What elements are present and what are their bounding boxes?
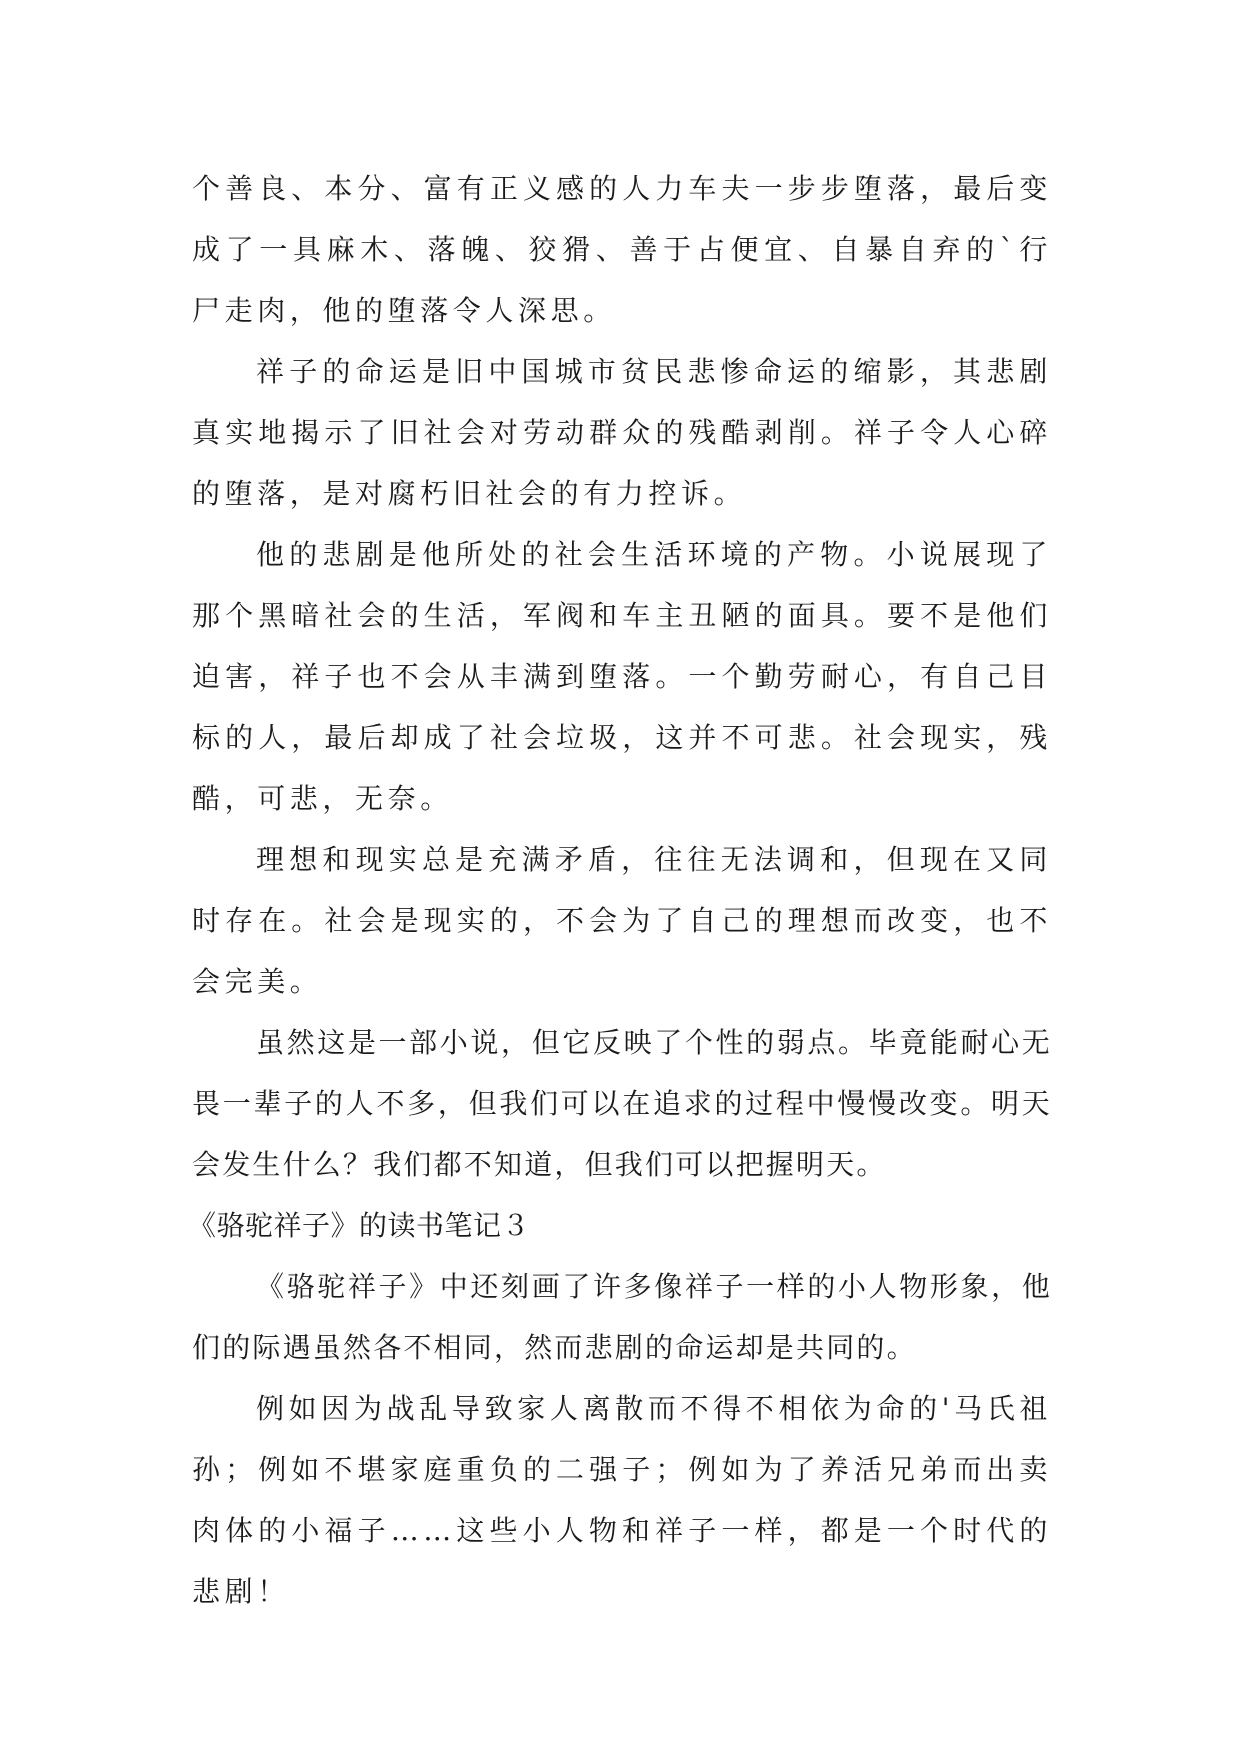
paragraph-ideal-reality: 理想和现实总是充满矛盾，往往无法调和，但现在又同时存在。社会是现实的，不会为了自己的理想而改变，也不会完美。 bbox=[192, 843, 1052, 998]
paragraph-novel-weakness: 虽然这是一部小说，但它反映了个性的弱点。毕竟能耐心无畏一辈子的人不多，但我们可以在追求的过程中慢慢改变。明天会发生什么？我们都不知道，但我们可以把握明天。 bbox=[192, 1026, 1052, 1181]
paragraph-continuation: 个善良、本分、富有正义感的人力车夫一步步堕落，最后变成了一具麻木、落魄、狡猾、善于占便宜、自暴自弃的`行尸走肉，他的堕落令人深思。 bbox=[192, 172, 1052, 327]
section-heading: 《骆驼祥子》的读书笔记３ bbox=[188, 1209, 531, 1242]
document-page bbox=[188, 158, 1052, 1622]
paragraph-social-environment: 他的悲剧是他所处的社会生活环境的产物。小说展现了那个黑暗社会的生活，军阀和车主丑陋的面具。要不是他们迫害，祥子也不会从丰满到堕落。一个勤劳耐心，有自己目标的人，最后却成了社会垃圾，这并不可悲。社会现实，残酷，可悲，无奈。 bbox=[192, 538, 1052, 815]
paragraph-examples: 例如因为战乱导致家人离散而不得不相依为命的'马氏祖孙；例如不堪家庭重负的二强子；例如为了养活兄弟而出卖肉体的小福子……这些小人物和祥子一样，都是一个时代的悲剧！ bbox=[192, 1392, 1052, 1608]
paragraph-xiangzi-fate: 祥子的命运是旧中国城市贫民悲惨命运的缩影，其悲剧真实地揭示了旧社会对劳动群众的残酷剥削。祥子令人心碎的堕落，是对腐朽旧社会的有力控诉。 bbox=[192, 355, 1052, 510]
paragraph-minor-characters: 《骆驼祥子》中还刻画了许多像祥子一样的小人物形象，他们的际遇虽然各不相同，然而悲剧的命运却是共同的。 bbox=[192, 1270, 1052, 1364]
